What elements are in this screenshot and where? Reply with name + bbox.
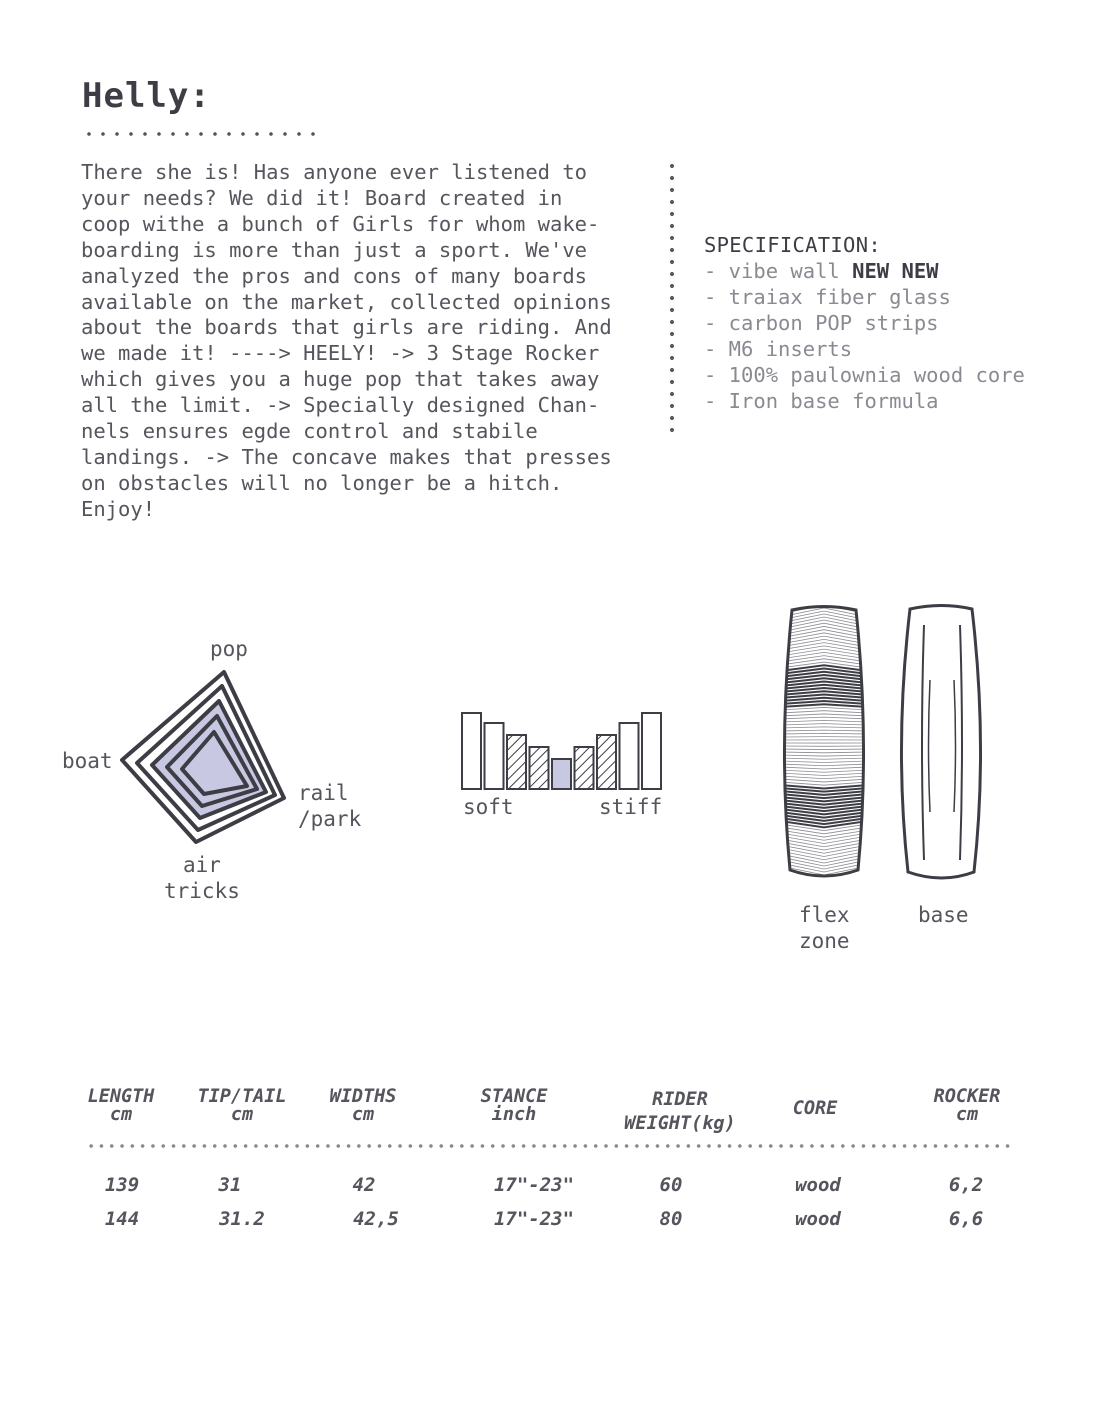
board-stripe [780,773,868,775]
flex-zone-board-outline [784,607,863,877]
table-header-rider-weight: RIDER WEIGHT(kg) [624,1089,736,1134]
flex-bar-selected [552,759,571,789]
board-stripe [780,878,868,887]
board-stripe [780,669,868,674]
table-header-stance: STANCE inch [480,1086,548,1125]
board-stripe [780,646,868,653]
cell-length: 144 [104,1208,140,1230]
table-row [0,1174,1100,1198]
base-channel-left [922,625,924,860]
spec-table-header [0,1084,1100,1144]
board-stripe [780,662,868,668]
flex-label-soft: soft [463,795,514,819]
board-stripe [780,815,868,821]
spec-item-text: - vibe wall [704,259,853,283]
board-stripe [780,809,868,814]
board-stripe [780,800,868,805]
cell-core: wood [795,1174,841,1196]
board-stripe [780,672,868,677]
board-stripe [780,764,868,766]
board-stripe [780,839,868,847]
table-row [0,1208,1100,1232]
board-stripe [780,614,868,623]
flex-bar [462,713,481,789]
radar-ring [152,701,266,818]
table-header-tip-tail: TIP/TAIL cm [197,1086,287,1125]
radar-label-air-tricks: air tricks [164,853,240,903]
board-stripe [780,599,868,608]
board-stripe [780,711,868,713]
vertical-dotted-divider [668,160,676,432]
board-stripe [780,724,868,725]
board-stripe [780,812,868,818]
board-stripe [780,794,868,798]
board-stripe [780,752,868,753]
cell-widths: 42,5 [353,1208,399,1230]
radar-ring [137,686,275,830]
cell-length: 139 [104,1174,140,1196]
flex-bar [507,735,526,789]
board-stripe [780,785,868,788]
board-stripe [780,617,868,626]
board-stripe [780,605,868,614]
board-stripe [780,652,868,659]
radar-outer-ring [122,672,284,842]
board-stripe [780,633,868,641]
cell-stance: 17"-23" [493,1174,575,1196]
board-stripe [780,836,868,844]
spec-item: - M6 inserts [704,337,853,361]
board-stripe [780,827,868,834]
board-stripe [780,818,868,824]
board-label-flex-zone: flex zone [799,903,850,953]
cell-widths: 42 [352,1174,376,1196]
radar-label-pop: pop [210,637,248,661]
board-stripe [780,682,868,686]
cell-core: wood [795,1208,841,1230]
board-stripe [780,869,868,878]
flex-zone-board [780,599,868,887]
board-stripe [780,665,868,671]
radar-ring [167,716,257,806]
board-stripe [780,698,868,701]
board-stripe [780,730,868,731]
board-stripe [780,758,868,759]
board-stripe [780,720,868,722]
table-dotted-divider [86,1142,1012,1150]
board-stripe [780,761,868,763]
board-stripe [780,755,868,756]
board-stripe [780,727,868,728]
flex-bar [620,723,639,789]
cell-rider-weight: 60 [659,1174,683,1196]
board-stripe [780,863,868,872]
board-stripe [780,733,868,734]
base-channel-left-inner [929,680,931,812]
base-channel-right-inner [954,680,956,812]
specification-block [704,232,1025,414]
flex-bar [485,723,504,789]
spec-item: - carbon POP strips [704,311,939,335]
flex-bar [530,747,549,789]
board-stripe [780,630,868,638]
board-stripe [780,830,868,837]
flex-scale [452,706,672,796]
spec-item: - traiax fiber glass [704,285,951,309]
board-stripe [780,797,868,801]
radar-inner-ring [182,732,247,794]
board-stripe [780,860,868,869]
flex-bar [597,735,616,789]
board-stripe [780,691,868,695]
base-board-outline [901,606,980,879]
board-stripe [780,714,868,716]
board-stripe [780,848,868,856]
board-stripe [780,806,868,811]
cell-stance: 17"-23" [493,1208,575,1230]
flex-bar [642,713,661,789]
flex-label-stiff: stiff [599,795,663,819]
board-stripe [780,608,868,617]
spec-item: - 100% paulownia wood core [704,363,1025,387]
board-label-base: base [918,903,969,927]
board-stripe [780,602,868,611]
radar-label-boat: boat [62,749,113,773]
board-stripe [780,875,868,884]
board-stripe [780,611,868,620]
table-header-length: LENGTH cm [87,1086,155,1125]
cell-tip-tail: 31.2 [219,1208,265,1230]
cell-rocker: 6,6 [948,1208,984,1230]
table-header-rocker: ROCKER cm [933,1086,1001,1125]
board-stripe [780,636,868,644]
board-stripe [780,842,868,850]
title-dotted-divider [82,130,320,138]
spec-item: - Iron base formula [704,389,939,413]
specification-heading: SPECIFICATION: [704,233,881,257]
board-stripe [780,678,868,683]
board-stripe [780,649,868,656]
board-stripe [780,694,868,698]
board-stripe [780,623,868,632]
table-header-widths: WIDTHS cm [329,1086,397,1125]
flex-bar [575,747,594,789]
base-channel-right [960,625,962,860]
board-stripe [780,866,868,875]
board-stripe [780,833,868,840]
board-stripe [780,659,868,665]
board-stripe [780,791,868,795]
intro-paragraph: There she is! Has anyone ever listened to your needs? We did it! Board created in coop withe a bunch of Girls for whom wake- boarding is more than just a sport. We've analyzed the pros and cons of many boards available on the market, collected opinions about the boards that girls are riding. And we made it! ----> HEELY! -> 3 Stage Rocker which gives you a huge pop that takes away all the limit. -> Specially designed Chan- nels ensures egde control and stabile landings. -> The concave makes that presses on obstacles will no longer be a hitch. Enjoy! [81,160,612,521]
board-stripe [780,845,868,853]
board-stripe [780,639,868,647]
board-stripe [780,854,868,863]
board-stripe [780,685,868,689]
board-stripe [780,857,868,866]
board-stripe [780,626,868,635]
board-stripe [780,707,868,710]
board-stripe [780,872,868,881]
board-stripe [780,782,868,785]
cell-rider-weight: 80 [659,1208,683,1230]
board-stripe [780,701,868,704]
board-stripe [780,717,868,719]
table-header-core: CORE [792,1098,838,1119]
spec-new-tag: NEW NEW [852,259,939,283]
board-stripe [780,620,868,629]
board-stripe [780,824,868,831]
page-title: Helly: [82,76,211,116]
board-stripe [780,643,868,650]
spec-item [704,258,1025,284]
board-stripe [780,767,868,769]
board-stripe [780,779,868,782]
board-stripe [780,749,868,750]
cell-rocker: 6,2 [948,1174,984,1196]
board-stripe [780,688,868,692]
board-stripe [780,656,868,662]
board-stripe [780,788,868,792]
board-stripe [780,704,868,707]
board-stripe [780,851,868,860]
radar-label-rail-park: rail /park [298,781,362,831]
cell-tip-tail: 31 [218,1174,242,1196]
board-stripe [780,803,868,808]
specification-list [704,258,1025,414]
board-stripe [780,776,868,779]
board-stripe [780,675,868,680]
board-stripe [780,821,868,827]
board-stripe [780,770,868,772]
